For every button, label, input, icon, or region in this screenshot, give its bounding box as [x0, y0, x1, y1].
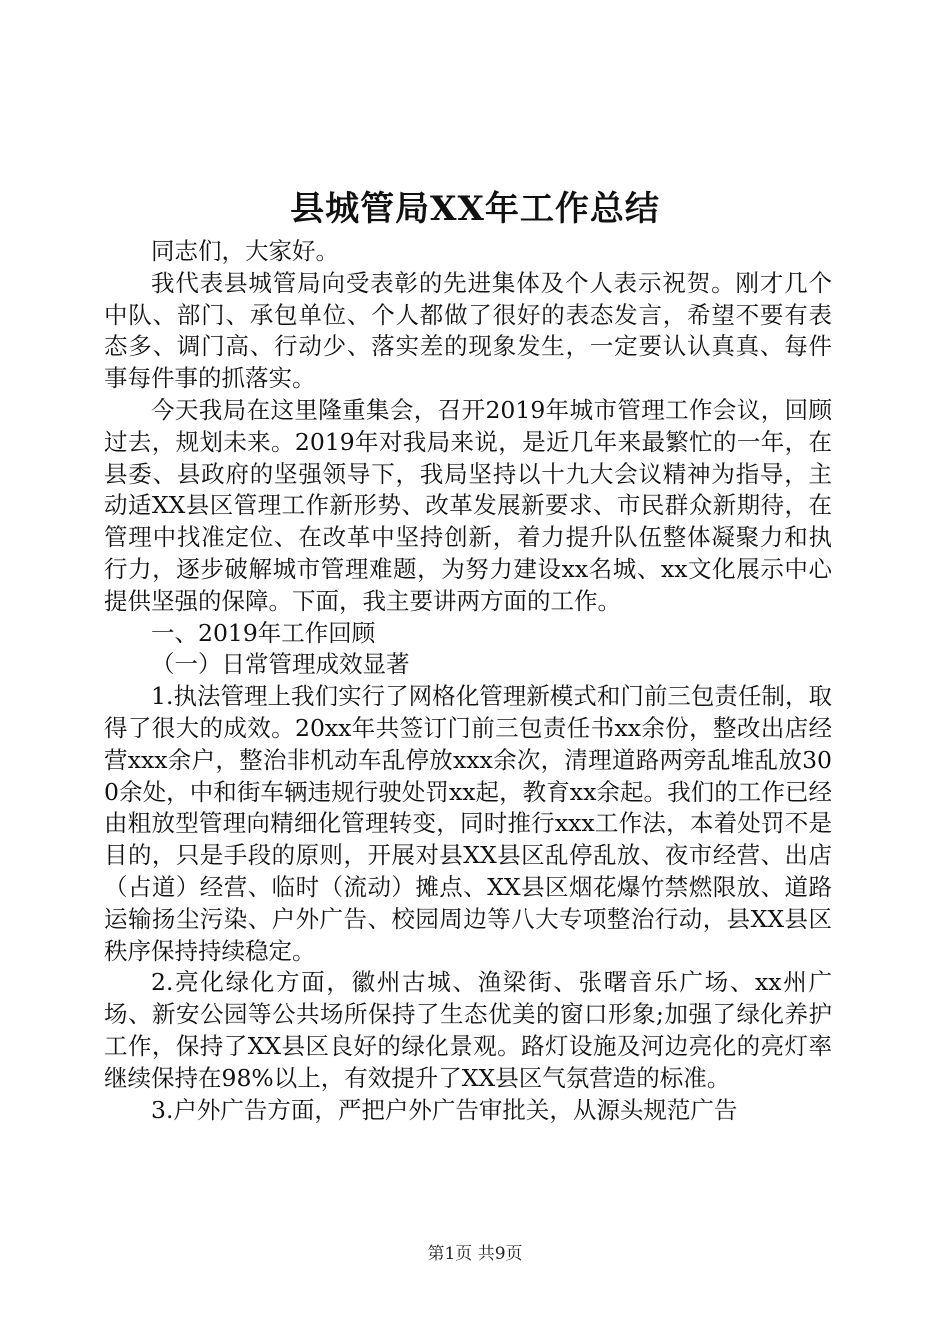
subsection-heading-daily-management: （一）日常管理成效显著 — [151, 650, 410, 679]
paragraph-greening-lighting: 2.亮化绿化方面，徽州古城、渔梁街、张曙音乐广场、xx州广场、新安公园等公共场所保持了生态优美的窗口形象;加强了绿化养护工作，保持了XX县区良好的绿化景观。路灯设施及河边亮化的亮灯率继续保持在98%以上，有效提升了XX县区气氛营造的标准。 — [104, 968, 832, 1092]
document-body — [104, 236, 832, 1126]
paragraph-law-enforcement: 1.执法管理上我们实行了网格化管理新模式和门前三包责任制，取得了很大的成效。20xx年共签订门前三包责任书xx余份，整改出店经营xxx余户，整治非机动车乱停放xxx余次，清理道路两旁乱堆乱放300余处，中和街车辆违规行驶处罚xx起，教育xx余起。我们的工作已经由粗放型管理向精细化管理转变，同时推行xxx工作法，本着处罚不是目的，只是手段的原则，开展对县XX县区乱停乱放、夜市经营、出店（占道）经营、临时（流动）摊点、XX县区烟花爆竹禁燃限放、道路运输扬尘污染、户外广告、校园周边等八大专项整治行动，县XX县区秩序保持持续稳定。 — [104, 682, 832, 965]
paragraph-greeting: 同志们，大家好。 — [151, 237, 339, 265]
page-footer: 第1页 共9页 — [427, 1244, 523, 1264]
paragraph-meeting-intro: 今天我局在这里隆重集会，召开2019年城市管理工作会议，回顾过去，规划未来。2019年对我局来说，是近几年来最繁忙的一年，在县委、县政府的坚强领导下，我局坚持以十九大会议精神为指导，主动适XX县区管理工作新形势、改革发展新要求、市民群众新期待，在管理中找准定位、在改革中坚持创新，着力提升队伍整体凝聚力和执行力，逐步破解城市管理难题，为努力建设xx名城、xx文化展示中心提供坚强的保障。下面，我主要讲两方面的工作。 — [104, 395, 832, 615]
paragraph-outdoor-ads: 3.户外广告方面，严把户外广告审批关，从源头规范广告 — [151, 1095, 738, 1124]
paragraph-congratulation: 我代表县城管局向受表彰的先进集体及个人表示祝贺。刚才几个中队、部门、承包单位、个人都做了很好的表态发言，希望不要有表态多、调门高、行动少、落实差的现象发生，一定要认认真真、每件事每件事的抓落实。 — [104, 268, 832, 393]
document-title: 县城管局XX年工作总结 — [290, 189, 660, 229]
section-heading-review: 一、2019年工作回顾 — [151, 618, 376, 647]
